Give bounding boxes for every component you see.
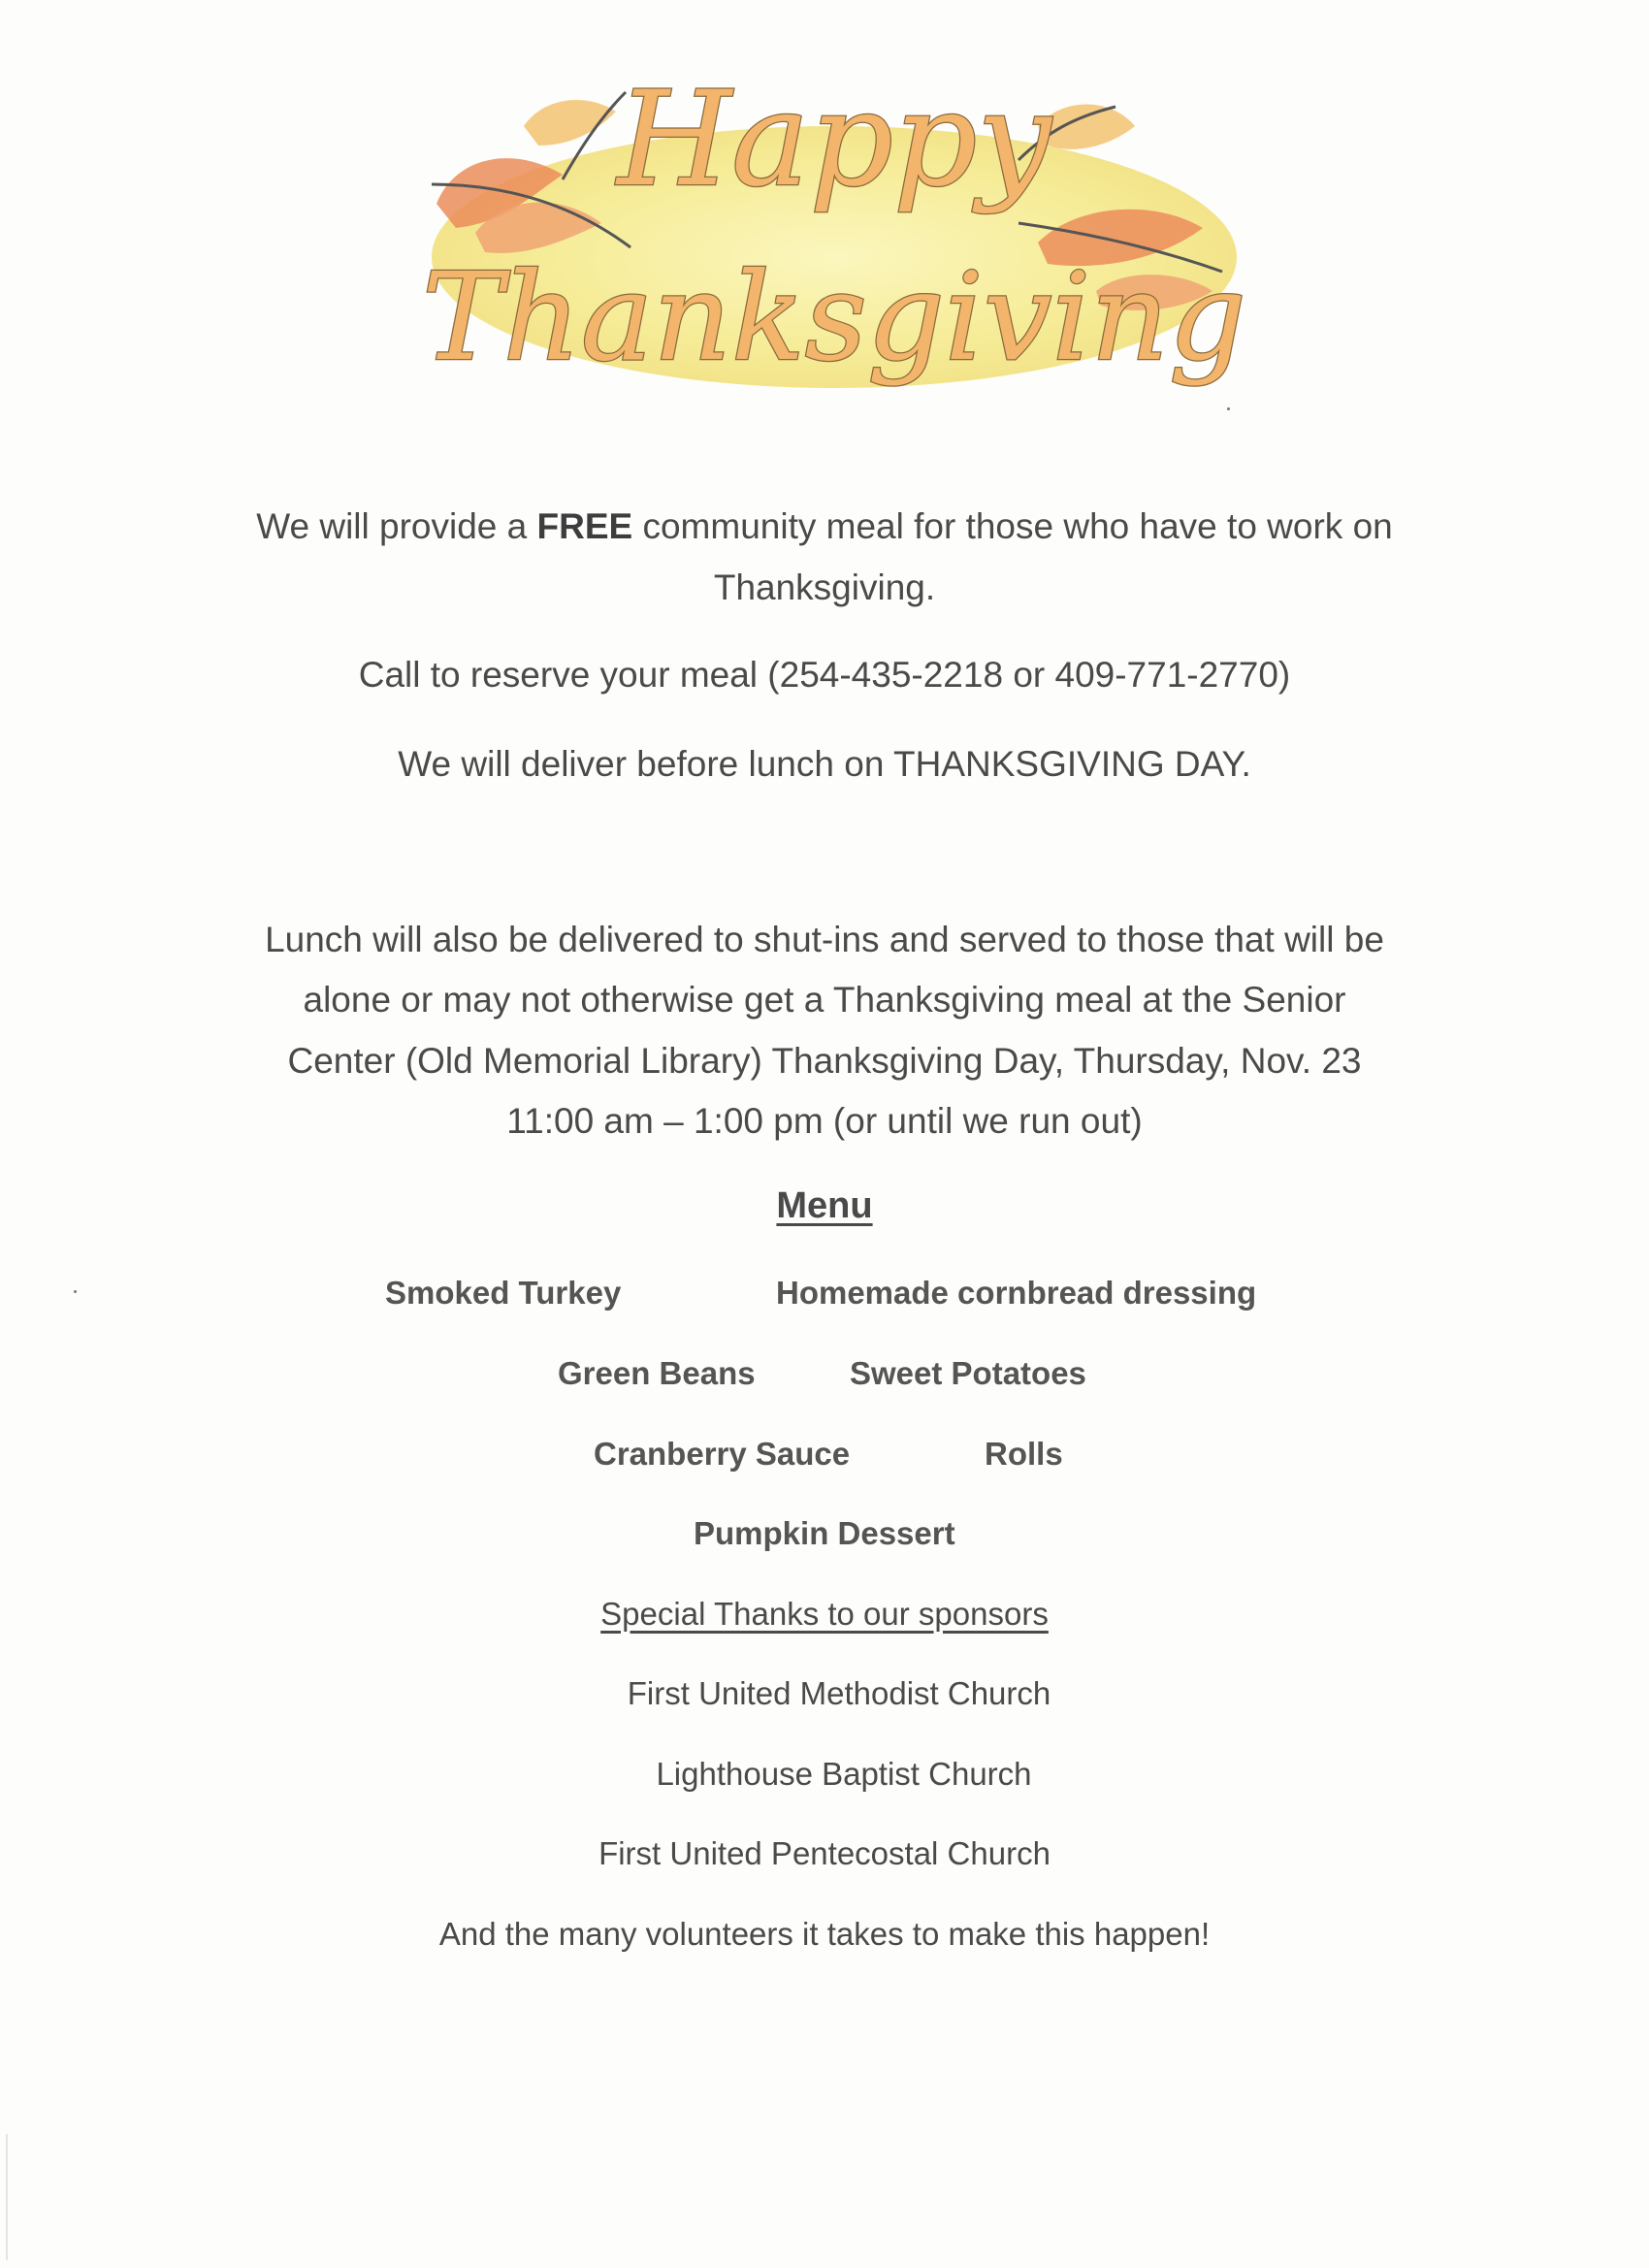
lunch-line-4: 11:00 am – 1:00 pm (or until we run out) [506, 1101, 1143, 1141]
menu-item-cornbread-dressing: Homemade cornbread dressing [776, 1275, 1257, 1311]
lunch-line-3: Center (Old Memorial Library) Thanksgiving Day, Thursday, Nov. 23 [287, 1041, 1362, 1081]
scan-speck [74, 1290, 77, 1293]
reserve-call-line: Call to reserve your meal (254-435-2218 or 409-771-2770) [358, 655, 1291, 695]
menu-item-rolls: Rolls [985, 1436, 1063, 1472]
logo-graphic [417, 39, 1251, 475]
sponsor-lighthouse-baptist: Lighthouse Baptist Church [656, 1756, 1032, 1792]
logo-thanksgiving-text: Thanksgiving [422, 247, 1246, 388]
lunch-line-2: alone or may not otherwise get a Thanksgiving meal at the Senior [303, 980, 1346, 1020]
menu-item-cranberry-sauce: Cranberry Sauce [594, 1436, 851, 1472]
sponsors-heading: Special Thanks to our sponsors [600, 1596, 1049, 1632]
scan-edge-mark [6, 2134, 8, 2260]
delivery-line: We will deliver before lunch on THANKSGIVING DAY. [398, 744, 1251, 784]
menu-item-sweet-potatoes: Sweet Potatoes [850, 1355, 1086, 1391]
free-highlight: FREE [536, 506, 633, 546]
menu-item-smoked-turkey: Smoked Turkey [385, 1275, 622, 1311]
happy-thanksgiving-logo [417, 39, 1251, 475]
lunch-line-1: Lunch will also be delivered to shut-ins and served to those that will be [265, 920, 1384, 959]
menu-item-pumpkin-dessert: Pumpkin Dessert [694, 1515, 955, 1551]
menu-item-green-beans: Green Beans [558, 1355, 756, 1391]
intro-line-1 [146, 497, 1504, 557]
sponsor-first-united-methodist: First United Methodist Church [627, 1675, 1051, 1711]
logo-happy-text: Happy [617, 63, 1051, 215]
intro-line-2: Thanksgiving. [713, 567, 936, 607]
menu-title: Menu [776, 1185, 873, 1226]
intro-prefix: We will provide a [256, 506, 537, 546]
sponsor-first-united-pentecostal: First United Pentecostal Church [598, 1835, 1051, 1871]
intro-suffix: community meal for those who have to work on [632, 506, 1393, 546]
volunteers-closing-line: And the many volunteers it takes to make this happen! [438, 1916, 1211, 1952]
